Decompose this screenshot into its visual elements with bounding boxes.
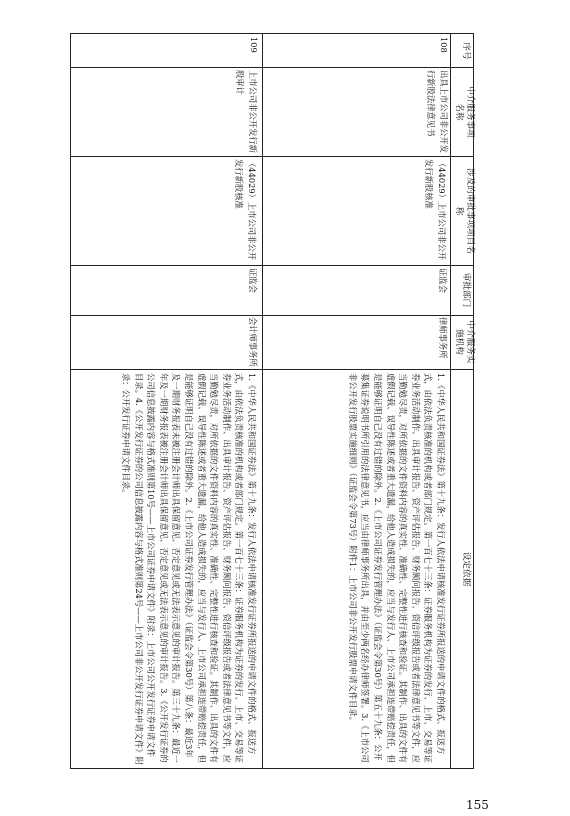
row-109-approval-item: （44029）上市公司非公开发行新股核准 bbox=[234, 159, 257, 261]
header-approval-item: 涉及的审批事项项目名称 bbox=[454, 168, 475, 254]
page-number: 155 bbox=[466, 798, 489, 812]
row-108-basis: 1.《中华人民共和国证券法》第十九条：发行人依法申请核准发行证券所报送的申请文件的格式、报送方式，由依法负责核准的机构或者部门规定。第一百七十三条：证券服务机构为证券的发行、上市、交易等证券业务活动制作、出具审计报告、资产评估报告、财务顾问报告、资信评级报告或者法律意见书等文件，应当勤勉尽责，对所依据的文件资料内容的真实性、准确性、完整性进行核查和验证。其制作、出具的文件有虚假记载、误导性陈述或者重大遗漏，给他人造成损失的，应当与发行人、上市公司承担连带赔偿责任，但是能够证明自己没有过错的除外。2.《上市公司证券发行管理办法》（证监会令第30号）第五十九条：公开募集证券说明书所引用的法律意见书，应当由律师事务所出具，并由至少两名经办律师签署。3.《上市公司非公开发行股票实施细则》（证监会令第73号）附件1：上市公司非公开发行股票申请文件目录。 bbox=[347, 373, 446, 763]
regulation-table bbox=[70, 33, 474, 769]
header-service-name: 中介服务事项名称 bbox=[454, 86, 475, 138]
col-divider-3 bbox=[71, 265, 473, 266]
header-seq: 序号 bbox=[461, 42, 471, 60]
row-109-seq: 109 bbox=[249, 37, 259, 53]
row-108-dept: 证监会 bbox=[438, 268, 448, 293]
row-109-basis: 1.《中华人民共和国证券法》第十九条：发行人依法申请核准发行证券所报送的申请文件的格式、报送方式，由依法负责核准的机构或者部门规定。第一百七十三条：证券服务机构为证券的发行、上市、交易等证券业务活动制作、出具审计报告、资产评估报告、财务顾问报告、资信评级报告或者法律意见书等文件，应当勤勉尽责，对所依据的文件资料内容的真实性、准确性、完整性进行核查和验证。其制作、出具的文件有虚假记载、误导性陈述或者重大遗漏，给他人造成损失的，应当与发行人、上市公司承担连带赔偿责任，但是能够证明自己没有过错的除外。2.《上市公司证券发行管理办法》（证监会令第30号）第八条：最近3年及一期财务报表未被注册会计师出具保留意见、否定意见或无法表示意见的审计报告。第三十九条：最近一年及一期财务报表被注册会计师出具保留意见、否定意见或无法表示意见的审计报告。3.《公开发行证券的公司信息披露内容与格式准则第10号——上市公司证券申请文件》附录：上市公司公开发行证券申请文件目录。4.《公开发行证券的公司信息披露内容与格式准则第24号——上市公司非公开发行证券申请文件》附录：公开发行证券申请文件目录。 bbox=[121, 373, 257, 765]
row-divider-header bbox=[450, 34, 451, 768]
row-108-approval-item: （44029）上市公司非公开发行新股核准 bbox=[424, 159, 447, 261]
col-divider-5 bbox=[71, 369, 473, 370]
header-basis: 设定依据 bbox=[461, 551, 471, 587]
row-108-service-name: 出具上市公司非公开发行新股法律意见书 bbox=[426, 70, 449, 153]
row-divider-108-109 bbox=[262, 34, 263, 768]
col-divider-4 bbox=[71, 315, 473, 316]
row-109-agency: 会计师事务所 bbox=[248, 317, 258, 367]
row-109-service-name: 上市公司非公开发行新股审计 bbox=[235, 70, 258, 153]
col-divider-2 bbox=[71, 156, 473, 157]
col-divider-1 bbox=[71, 67, 473, 68]
row-108-seq: 108 bbox=[439, 37, 449, 53]
header-dept: 审批部门 bbox=[461, 272, 471, 308]
row-109-dept: 证监会 bbox=[248, 268, 258, 293]
row-108-agency: 律师事务所 bbox=[438, 317, 448, 359]
header-agency: 中介服务实施机构 bbox=[454, 320, 475, 364]
